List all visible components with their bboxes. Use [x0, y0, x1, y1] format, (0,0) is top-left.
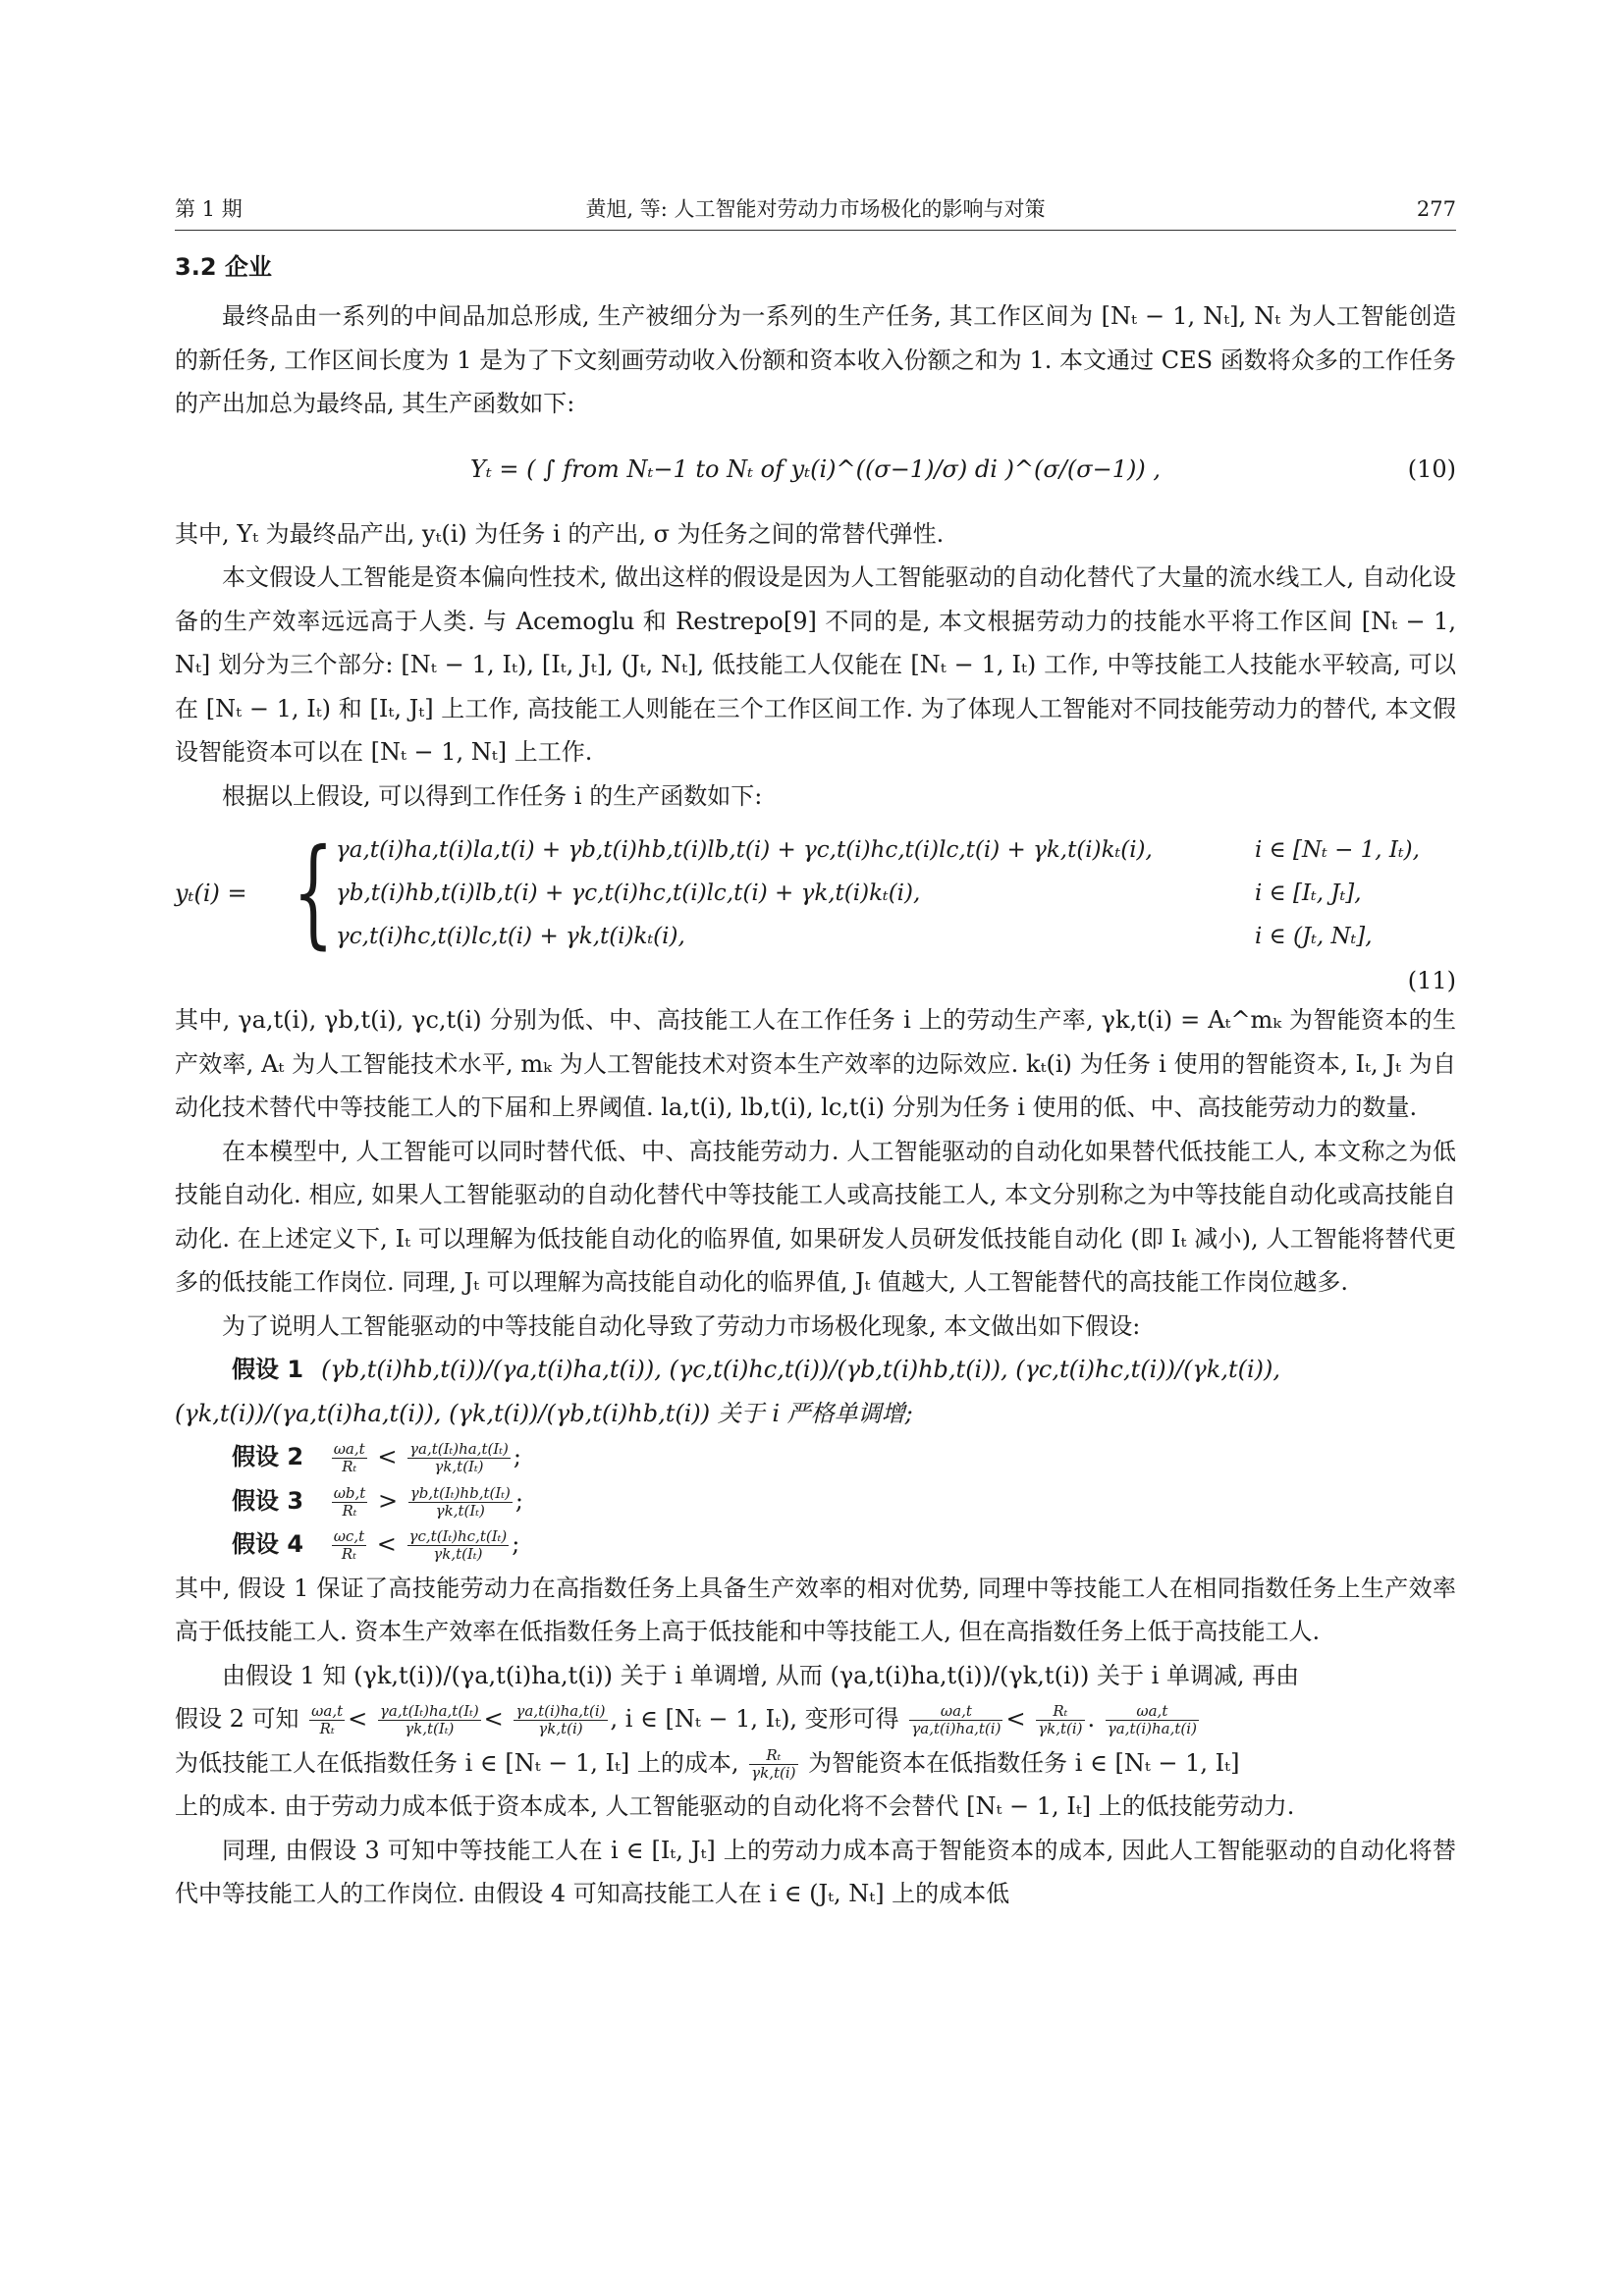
fraction — [514, 1703, 607, 1737]
text-run: 为智能资本在低指数任务 i ∈ [Nₜ − 1, Iₜ] — [808, 1748, 1240, 1777]
assumption-label: 假设 4 — [232, 1530, 304, 1558]
article-body — [175, 245, 1456, 1916]
assumption-2: 假设 2 $\frac{\omega a,t}{\text{Rₜ}}$ < $\frac{\text{γa,t(Iₜ)ha,t(Iₜ)}}{\text{γk,t(Iₜ)}}$ ; — [232, 1440, 521, 1475]
denominator: γk,t(Iₜ) — [405, 1720, 455, 1737]
numerator: ωa,t — [1106, 1703, 1199, 1721]
assumption-label: 假设 2 — [232, 1443, 304, 1470]
numerator: ωa,t — [311, 1702, 344, 1720]
fraction — [749, 1747, 797, 1782]
operator: < — [376, 1530, 397, 1558]
left-brace: { — [293, 825, 334, 961]
fraction — [407, 1441, 511, 1475]
denominator: γa,t(i)ha,t(i) — [1107, 1720, 1197, 1737]
assumption-1 — [175, 1348, 1456, 1392]
running-header — [175, 194, 1456, 231]
denominator: Rₜ — [341, 1545, 356, 1563]
numerator: γa,t(i)ha,t(i) — [515, 1702, 606, 1720]
paragraph: 为了说明人工智能驱动的中等技能自动化导致了劳动力市场极化现象, 本文做出如下假设: — [222, 1311, 1141, 1340]
numerator: ωc,t — [333, 1527, 365, 1545]
denominator: γk,t(Iₜ) — [434, 1458, 484, 1475]
fraction — [332, 1485, 368, 1520]
paragraph: 其中, Yₜ 为最终品产出, yₜ(i) 为任务 i 的产出, σ 为任务之间的常替代弹性. — [175, 519, 945, 548]
denominator: Rₜ — [342, 1501, 357, 1520]
paragraph: 根据以上假设, 可以得到工作任务 i 的生产函数如下: — [222, 781, 763, 810]
case-expression: γb,t(i)hb,t(i)lb,t(i) + γc,t(i)hc,t(i)lc,t(i) + γk,t(i)kₜ(i), — [336, 881, 921, 906]
paragraph: 最终品由一系列的中间品加总形成, 生产被细分为一系列的生产任务, 其工作区间为 [Nₜ − 1, Nₜ], Nₜ 为人工智能创造的新任务, 工作区间长度为 1 是为了下文刻画劳动收入份额和资本收入份额之和为 1. 本文通过 CES 函数将众多的工作任务的产出加总为最终品, 其生产函数如下: — [175, 302, 1456, 417]
assumption-label: 假设 1 — [232, 1356, 304, 1383]
case-condition: i ∈ [Nₜ − 1, Iₜ), — [1255, 837, 1420, 863]
paragraph-inline-math: 假设 2 可知 $\frac{\omega a,t}{\text{Rₜ}}$ < $\frac{\text{γa,t(Iₜ)ha,t(Iₜ)}}{\text{γk,t(Iₜ)}}$ < $\frac{\gamma a,t(i)ha,t(i)}{\gamma k,t(i)}$ , i ∈ [Nₜ − 1, Iₜ), 变形可得 $\frac{\omega a,t}{\gamma a,t(i)ha,t(i)}$ < $\frac{\text{Rₜ}}{\gamma k,t(i)}$ . $\frac{\omega a,t}{\gamma a,t(i)ha,t(i)}$ — [175, 1702, 1197, 1737]
assumption-3: 假设 3 $\frac{\omega b,t}{\text{Rₜ}}$ > $\frac{\text{γb,t(Iₜ)hb,t(Iₜ)}}{\text{γk,t(Iₜ)}}$ ; — [232, 1483, 523, 1520]
denominator: γk,t(i) — [538, 1720, 583, 1737]
numerator: ωa,t — [909, 1703, 1002, 1721]
page-number: 277 — [1416, 197, 1456, 221]
paragraph: 本文假设人工智能是资本偏向性技术, 做出这样的假设是因为人工智能驱动的自动化替代了大量的流水线工人, 自动化设备的生产效率远远高于人类. 与 Acemoglu 和 Restrepo[9] 不同的是, 本文根据劳动力的技能水平将工作区间 [Nₜ − 1, Nₜ] 划分为三个部分: [Nₜ − 1, Iₜ), [Iₜ, Jₜ], (Jₜ, Nₜ], 低技能工人仅能在 [Nₜ − 1, Iₜ) 工作, 中等技能工人技能水平较高, 可以在 [Nₜ − 1, Iₜ) 和 [Iₜ, Jₜ] 上工作, 高技能工人则能在三个工作区间工作. 为了体现人工智能对不同技能劳动力的替代, 本文假设智能资本可以在 [Nₜ − 1, Nₜ] 上工作. — [175, 563, 1456, 766]
fraction — [909, 1703, 1002, 1737]
case-expression: γa,t(i)ha,t(i)la,t(i) + γb,t(i)hb,t(i)lb,t(i) + γc,t(i)hc,t(i)lc,t(i) + γk,t(i)kₜ(i), — [336, 837, 1153, 863]
fraction — [1036, 1703, 1084, 1737]
issue-label: 第 1 期 — [175, 197, 243, 221]
equation-11 — [175, 818, 1456, 994]
numerator: γa,t(Iₜ)ha,t(Iₜ) — [379, 1702, 479, 1720]
denominator: γk,t(i) — [751, 1763, 796, 1782]
case-condition: i ∈ (Jₜ, Nₜ], — [1255, 924, 1373, 949]
case-expression: γc,t(i)hc,t(i)lc,t(i) + γk,t(i)kₜ(i), — [336, 924, 685, 949]
assumption-text: (γb,t(i)hb,t(i))/(γa,t(i)ha,t(i)), (γc,t(i)hc,t(i))/(γb,t(i)hb,t(i)), (γc,t(i)hc,t(i))/(γk,t(i)), — [321, 1356, 1280, 1383]
paragraph: 在本模型中, 人工智能可以同时替代低、中、高技能劳动力. 人工智能驱动的自动化如果替代低技能工人, 本文称之为低技能自动化. 相应, 如果人工智能驱动的自动化替代中等技能工人或高技能工人, 本文分别称之为中等技能自动化或高技能自动化. 在上述定义下, Iₜ 可以理解为低技能自动化的临界值, 如果研发人员研发低技能自动化 (即 Iₜ 减小), 人工智能将替代更多的低技能工作岗位. 同理, Jₜ 可以理解为高技能自动化的临界值, Jₜ 值越大, 人工智能替代的高技能工作岗位越多. — [175, 1137, 1456, 1296]
paragraph: 其中, γa,t(i), γb,t(i), γc,t(i) 分别为低、中、高技能工人在工作任务 i 上的劳动生产率, γk,t(i) = Aₜ^mₖ 为智能资本的生产效率, Aₜ 为人工智能技术水平, mₖ 为人工智能技术对资本生产效率的边际效应. kₜ(i) 为任务 i 使用的智能资本, Iₜ, Jₜ 为自动化技术替代中等技能工人的下届和上界阈值. la,t(i), lb,t(i), lc,t(i) 分别为任务 i 使用的低、中、高技能劳动力的数量. — [175, 1006, 1456, 1121]
assumption-label: 假设 3 — [232, 1486, 304, 1515]
case-row — [336, 828, 1456, 872]
fraction — [332, 1528, 366, 1563]
denominator: γa,t(i)ha,t(i) — [911, 1720, 1001, 1737]
text-run: 为低技能工人在低指数任务 i ∈ [Nₜ − 1, Iₜ] 上的成本, — [175, 1748, 739, 1777]
equation-lhs: yₜ(i) = — [175, 879, 247, 907]
operator: > — [377, 1486, 399, 1515]
section-heading: 3.2 企业 — [175, 253, 272, 281]
numerator: ωa,t — [333, 1440, 365, 1458]
numerator: γa,t(Iₜ)ha,t(Iₜ) — [409, 1440, 509, 1458]
paragraph: 其中, 假设 1 保证了高技能劳动力在高指数任务上具备生产效率的相对优势, 同理中等技能工人在相同指数任务上生产效率高于低技能工人. 资本生产效率在低指数任务上高于低技能和中等技能工人, 但在高指数任务上低于高技能工人. — [175, 1574, 1456, 1645]
equation-body: Yₜ = ( ∫ from Nₜ−1 to Nₜ of yₜ(i)^((σ−1)/σ) di )^(σ/(σ−1)) , — [470, 454, 1161, 483]
fraction — [1106, 1703, 1199, 1737]
numerator: γc,t(Iₜ)hc,t(Iₜ) — [408, 1527, 508, 1545]
numerator: ωb,t — [333, 1483, 366, 1502]
assumption-4: 假设 4 $\frac{\omega c,t}{\text{Rₜ}}$ < $\frac{\text{γc,t(Iₜ)hc,t(Iₜ)}}{\text{γk,t(Iₜ)}}$ ; — [232, 1527, 520, 1563]
paragraph: 由假设 1 知 (γk,t(i))/(γa,t(i)ha,t(i)) 关于 i 单调增, 从而 (γa,t(i)ha,t(i))/(γk,t(i)) 关于 i 单调减, 再由 — [222, 1661, 1300, 1689]
equation-10 — [175, 426, 1456, 512]
assumption-text: (γk,t(i))/(γa,t(i)ha,t(i)), (γk,t(i))/(γb,t(i)hb,t(i)) 关于 i 严格单调增; — [175, 1399, 913, 1427]
denominator: Rₜ — [319, 1720, 335, 1737]
paragraph-inline-math — [175, 1741, 1456, 1786]
fraction — [408, 1485, 513, 1520]
paragraph: 同理, 由假设 3 可知中等技能工人在 i ∈ [Iₜ, Jₜ] 上的劳动力成本高于智能资本的成本, 因此人工智能驱动的自动化将替代中等技能工人的工作岗位. 由假设 4 可知高技能工人在 i ∈ (Jₜ, Nₜ] 上的成本低 — [175, 1836, 1456, 1907]
equation-number: (10) — [1407, 454, 1456, 483]
denominator: Rₜ — [342, 1458, 357, 1475]
equation-number: (11) — [1407, 966, 1456, 994]
numerator: γb,t(Iₜ)hb,t(Iₜ) — [409, 1483, 511, 1502]
denominator: γk,t(Iₜ) — [433, 1545, 483, 1563]
operator: < — [377, 1443, 398, 1470]
paragraph: 上的成本. 由于劳动力成本低于资本成本, 人工智能驱动的自动化将不会替代 [Nₜ − 1, Iₜ] 上的低技能劳动力. — [175, 1792, 1295, 1820]
equation-cases — [336, 828, 1456, 958]
fraction — [378, 1703, 481, 1737]
numerator: Rₜ — [1036, 1703, 1084, 1721]
case-condition: i ∈ [Iₜ, Jₜ], — [1255, 881, 1362, 906]
assumption-1-continued — [175, 1392, 1456, 1436]
denominator: γk,t(i) — [1038, 1720, 1083, 1737]
text-run: 假设 2 可知 — [175, 1705, 299, 1733]
fraction — [407, 1528, 510, 1563]
numerator: Rₜ — [749, 1747, 797, 1765]
case-row — [336, 872, 1456, 915]
fraction — [332, 1441, 367, 1475]
case-row — [336, 915, 1456, 958]
running-title: 黄旭, 等: 人工智能对劳动力市场极化的影响与对策 — [585, 197, 1046, 221]
denominator: γk,t(Iₜ) — [435, 1501, 485, 1520]
fraction — [309, 1703, 345, 1737]
text-run: , i ∈ [Nₜ − 1, Iₜ), 变形可得 — [610, 1705, 899, 1733]
